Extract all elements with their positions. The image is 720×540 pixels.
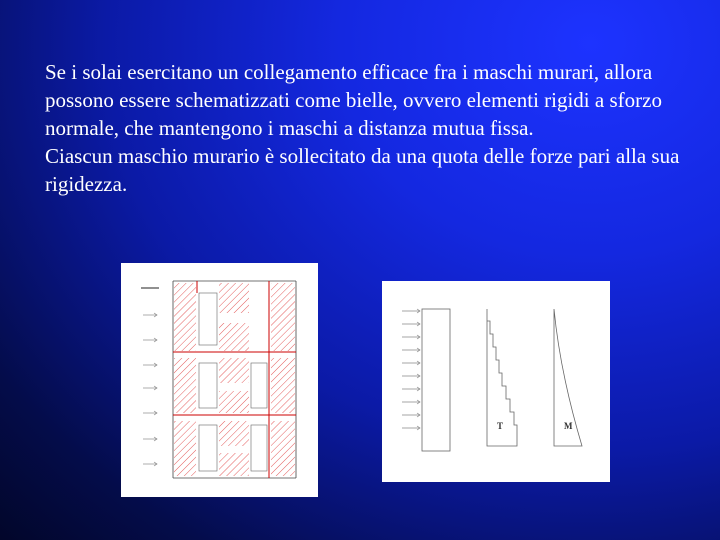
- force-arrows: [141, 288, 159, 466]
- shear-label: T: [497, 421, 504, 431]
- masonry-wall-drawing: [121, 263, 318, 497]
- lateral-force-arrows: [402, 309, 420, 430]
- shear-moment-diagram: [382, 281, 610, 482]
- paragraph-wall-stiffness: Ciascun maschio murario è sollecitato da una quota delle forze pari alla sua rigidezza.: [45, 144, 680, 196]
- masonry-wall-diagram: [121, 263, 318, 497]
- slide-body-text: [45, 58, 695, 198]
- shear-moment-drawing: [382, 281, 610, 482]
- hatched-piers: [174, 283, 295, 476]
- moment-label: M: [564, 421, 573, 431]
- paragraph-floor-diaphragm: Se i solai esercitano un collegamento efficace fra i maschi murari, allora possono essere schematizzati come bielle, ovvero elementi rigidi a sforzo normale, che mantengono i maschi a distanza mutua fissa.: [45, 60, 662, 140]
- cantilever-column: [422, 309, 450, 451]
